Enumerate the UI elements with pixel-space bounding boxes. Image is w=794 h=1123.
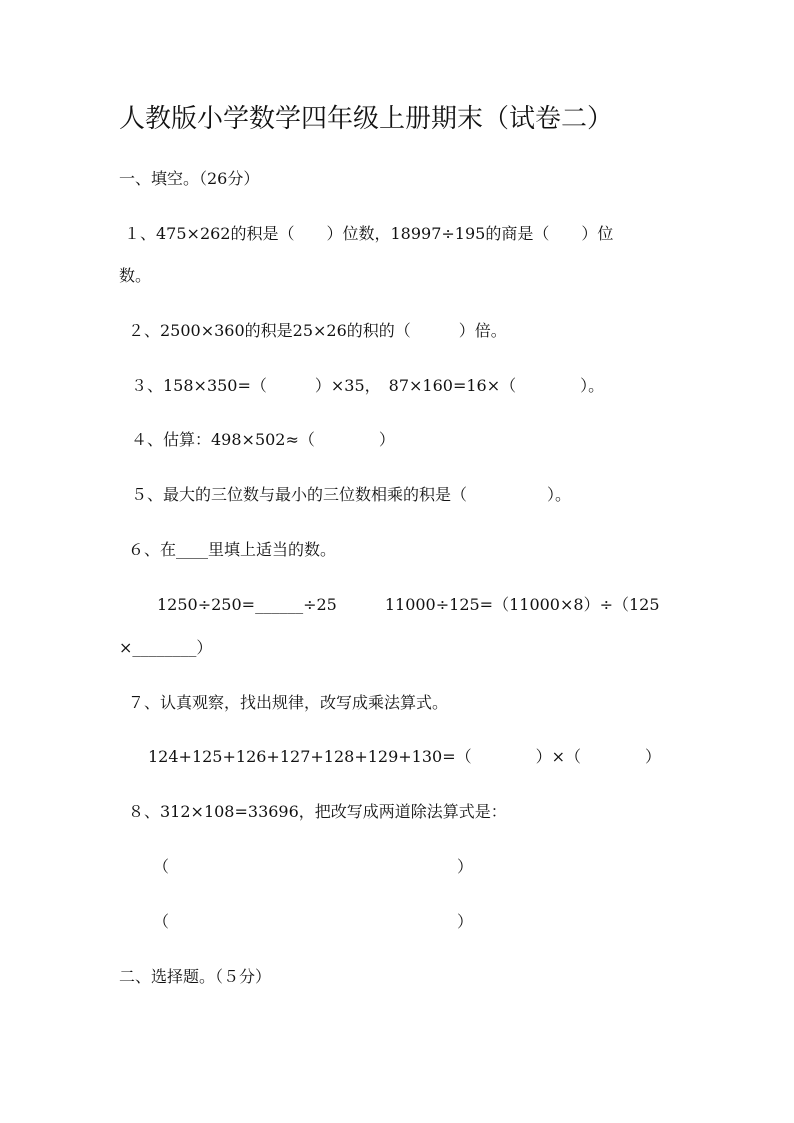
- section-heading-choice: 二、选择题。（５分）: [119, 967, 272, 986]
- question-2: ２、2500×360的积是25×26的积的（ ）倍。: [128, 321, 507, 340]
- document-title: 人教版小学数学四年级上册期末（试卷二）: [119, 104, 614, 134]
- question-6-equations-continued: ×________）: [119, 638, 213, 657]
- question-4: ４、估算：498×502≈（ ）: [131, 430, 395, 449]
- question-5: ５、最大的三位数与最小的三位数相乘的积是（ ）。: [131, 485, 572, 504]
- question-8-answer-1: （ ）: [153, 857, 474, 876]
- question-1-continued: 数。: [119, 266, 152, 285]
- question-8: ８、312×108=33696，把改写成两道除法算式是：: [128, 802, 507, 821]
- question-7-expression: 124+125+126+127+128+129+130=（ ）×（ ）: [148, 747, 662, 766]
- question-6: ６、在____里填上适当的数。: [128, 540, 337, 559]
- question-3: ３、158×350=（ ）×35， 87×160=16×（ ）。: [131, 376, 605, 395]
- section-heading-fill-blank: 一、填空。（26分）: [119, 169, 260, 188]
- question-6-equations: 1250÷250=______÷25 11000÷125=（11000×8）÷（125: [157, 595, 660, 614]
- question-7: ７、认真观察，找出规律，改写成乘法算式。: [128, 693, 449, 712]
- question-8-answer-2: （ ）: [153, 912, 474, 931]
- question-1: １、475×262的积是（ ）位数，18997÷195的商是（ ）位: [124, 224, 614, 243]
